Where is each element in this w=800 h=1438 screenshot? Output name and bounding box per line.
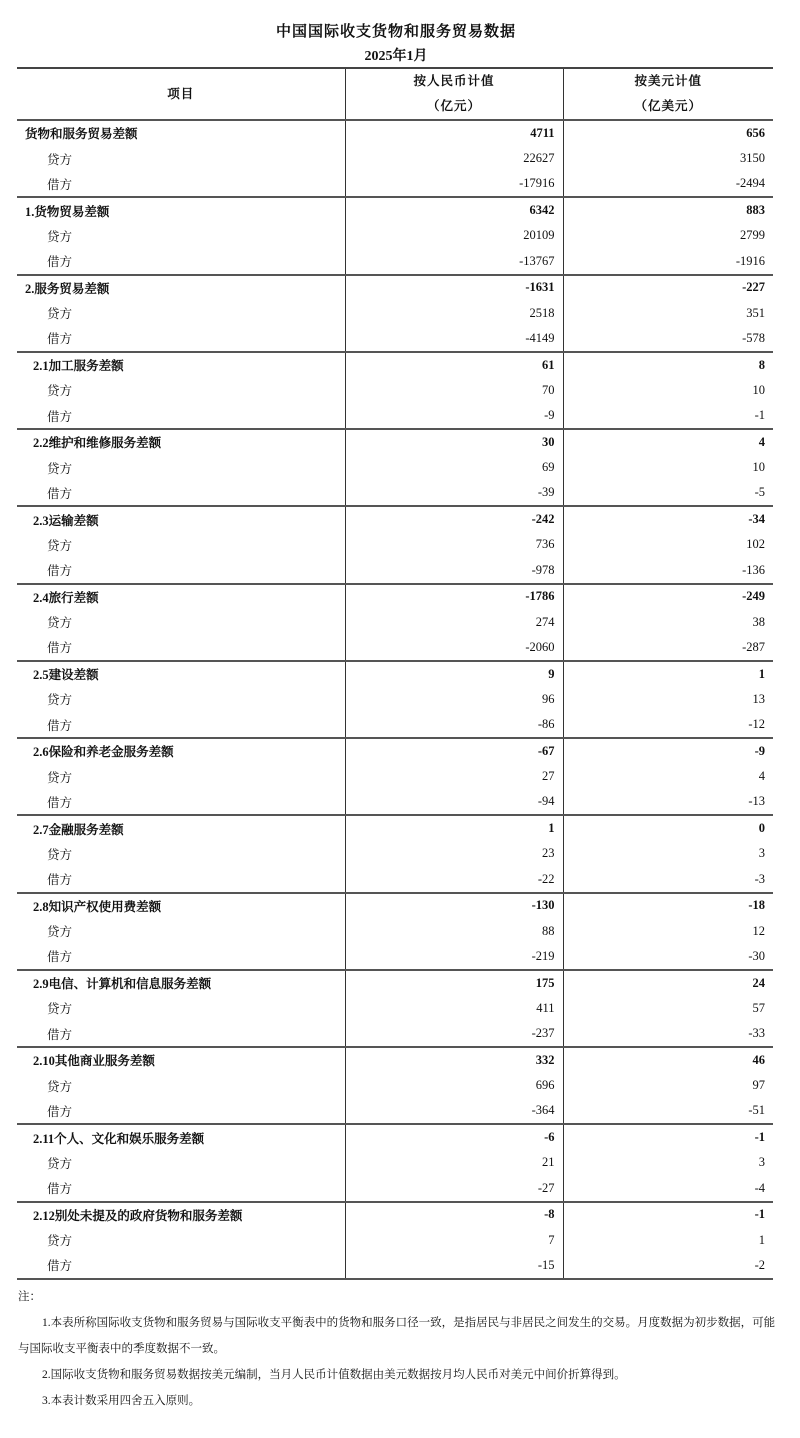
usd-value: -227 (563, 275, 773, 301)
usd-value: -18 (563, 893, 773, 919)
header-rmb-unit: （亿元） (426, 99, 481, 113)
usd-value: 13 (563, 687, 773, 713)
rmb-value: 736 (345, 532, 563, 558)
table-row-subtotal (17, 352, 773, 378)
debit-label: 借方 (17, 1021, 345, 1047)
table-row-debit (17, 249, 773, 275)
rmb-value: -6 (345, 1124, 563, 1150)
rmb-value: -67 (345, 738, 563, 764)
usd-value: 12 (563, 918, 773, 944)
rmb-value: 96 (345, 687, 563, 713)
credit-label: 贷方 (47, 307, 73, 322)
usd-value: 8 (563, 352, 773, 378)
credit-label: 贷方 (47, 229, 73, 244)
usd-value: -34 (563, 506, 773, 532)
table-row-credit (17, 1073, 773, 1099)
rmb-value: -4149 (345, 326, 563, 352)
usd-value: 10 (563, 378, 773, 404)
header-usd-unit: （亿美元） (634, 99, 702, 113)
rmb-value: 7 (345, 1227, 563, 1253)
rmb-value: -22 (345, 867, 563, 893)
row-label: 2.2维护和维修服务差额 (33, 436, 162, 451)
usd-value: 10 (563, 455, 773, 481)
row-label: 2.7金融服务差额 (33, 822, 124, 837)
header-item: 项目 (17, 68, 345, 120)
table-header-row (17, 68, 773, 120)
table-row-credit (17, 1150, 773, 1176)
usd-value: 46 (563, 1047, 773, 1073)
rmb-value: 274 (345, 609, 563, 635)
table-row-subtotal (17, 506, 773, 532)
table-row-debit (17, 867, 773, 893)
notes-section (18, 1284, 780, 1414)
rmb-value: 332 (345, 1047, 563, 1073)
table-row-subtotal (17, 1047, 773, 1073)
rmb-value: -9 (345, 403, 563, 429)
table-row-debit (17, 403, 773, 429)
table-row-subtotal (17, 1202, 773, 1228)
note-3: 3.本表计数采用四舍五入原则。 (42, 1395, 201, 1407)
table-title: 中国国际收支货物和服务贸易数据 (275, 24, 516, 40)
debit-label: 借方 (17, 712, 345, 738)
usd-value: -51 (563, 1099, 773, 1125)
row-label: 2.5建设差额 (33, 668, 99, 683)
usd-value: 3 (563, 1150, 773, 1176)
debit-label: 借方 (17, 403, 345, 429)
usd-value: 57 (563, 996, 773, 1022)
rmb-value: 9 (345, 661, 563, 687)
table-row-credit (17, 609, 773, 635)
credit-label: 贷方 (47, 770, 73, 785)
rmb-value: -15 (345, 1253, 563, 1279)
row-label: 2.10其他商业服务差额 (33, 1054, 155, 1069)
row-label: 2.1加工服务差额 (33, 359, 124, 374)
notes-heading: 注： (18, 1291, 41, 1303)
rmb-value: -27 (345, 1176, 563, 1202)
debit-label: 借方 (17, 1099, 345, 1125)
table-row-debit (17, 1021, 773, 1047)
rmb-value: 4711 (345, 120, 563, 146)
credit-label: 贷方 (47, 152, 73, 167)
row-label: 2.3运输差额 (33, 513, 99, 528)
rmb-value: -130 (345, 893, 563, 919)
rmb-value: -1631 (345, 275, 563, 301)
table-row-credit (17, 687, 773, 713)
row-label: 2.4旅行差额 (33, 590, 99, 605)
table-row-credit (17, 1227, 773, 1253)
usd-value: 2799 (563, 223, 773, 249)
debit-label: 借方 (17, 944, 345, 970)
table-row-credit (17, 996, 773, 1022)
table-period: 2025年1月 (364, 49, 428, 64)
usd-value: -9 (563, 738, 773, 764)
rmb-value: 27 (345, 764, 563, 790)
rmb-value: -978 (345, 558, 563, 584)
table-row-subtotal (17, 815, 773, 841)
usd-value: 3150 (563, 146, 773, 172)
usd-value: -1916 (563, 249, 773, 275)
debit-label: 借方 (17, 481, 345, 507)
rmb-value: -2060 (345, 635, 563, 661)
header-rmb (345, 68, 563, 120)
usd-value: -287 (563, 635, 773, 661)
table-row-debit (17, 1253, 773, 1279)
usd-value: 97 (563, 1073, 773, 1099)
debit-label: 借方 (17, 635, 345, 661)
table-row-debit (17, 1176, 773, 1202)
rmb-value: 411 (345, 996, 563, 1022)
rmb-value: -17916 (345, 172, 563, 198)
usd-value: -1 (563, 1202, 773, 1228)
debit-label: 借方 (17, 249, 345, 275)
usd-value: 4 (563, 764, 773, 790)
usd-value: 38 (563, 609, 773, 635)
rmb-value: 22627 (345, 146, 563, 172)
table-row-debit (17, 790, 773, 816)
credit-label: 贷方 (47, 1156, 73, 1171)
rmb-value: -219 (345, 944, 563, 970)
credit-label: 贷方 (47, 538, 73, 553)
table-row-subtotal (17, 120, 773, 146)
rmb-value: -13767 (345, 249, 563, 275)
debit-label: 借方 (17, 1176, 345, 1202)
table-row-subtotal (17, 429, 773, 455)
table-row-subtotal (17, 661, 773, 687)
table-row-subtotal (17, 738, 773, 764)
row-label: 2.8知识产权使用费差额 (33, 899, 162, 914)
debit-label: 借方 (17, 790, 345, 816)
usd-value: 4 (563, 429, 773, 455)
table-row-subtotal (17, 584, 773, 610)
trade-data-table (17, 67, 773, 1280)
credit-label: 贷方 (47, 1002, 73, 1017)
rmb-value: -1786 (345, 584, 563, 610)
rmb-value: 88 (345, 918, 563, 944)
table-row-subtotal (17, 893, 773, 919)
usd-value: -30 (563, 944, 773, 970)
row-label: 2.12别处未提及的政府货物和服务差额 (33, 1208, 243, 1223)
usd-value: -578 (563, 326, 773, 352)
table-row-debit (17, 172, 773, 198)
table-row-credit (17, 532, 773, 558)
usd-value: 1 (563, 1227, 773, 1253)
rmb-value: -39 (345, 481, 563, 507)
credit-label: 贷方 (47, 847, 73, 862)
usd-value: -1 (563, 1124, 773, 1150)
usd-value: -4 (563, 1176, 773, 1202)
header-rmb-label: 按人民币计值 (413, 74, 495, 88)
rmb-value: -94 (345, 790, 563, 816)
table-row-subtotal (17, 970, 773, 996)
row-label: 2.服务贸易差额 (25, 281, 110, 296)
debit-label: 借方 (17, 1253, 345, 1279)
table-row-subtotal (17, 275, 773, 301)
usd-value: -136 (563, 558, 773, 584)
rmb-value: -86 (345, 712, 563, 738)
note-1: 1.本表所称国际收支货物和服务贸易与国际收支平衡表中的货物和服务口径一致，是指居民与非居民之间发生的交易。月度数据为初步数据，可能与国际收支平衡表中的季度数据不一致。 (18, 1317, 776, 1355)
debit-label: 借方 (17, 558, 345, 584)
credit-label: 贷方 (47, 693, 73, 708)
rmb-value: 2518 (345, 300, 563, 326)
table-row-debit (17, 326, 773, 352)
table-body (17, 120, 773, 1279)
rmb-value: 30 (345, 429, 563, 455)
usd-value: 24 (563, 970, 773, 996)
rmb-value: 61 (345, 352, 563, 378)
note-2: 2.国际收支货物和服务贸易数据按美元编制，当月人民币计值数据由美元数据按月均人民币对美元中间价折算得到。 (42, 1369, 626, 1381)
credit-label: 贷方 (47, 1234, 73, 1249)
rmb-value: 21 (345, 1150, 563, 1176)
usd-value: -1 (563, 403, 773, 429)
table-row-credit (17, 455, 773, 481)
table-row-credit (17, 146, 773, 172)
row-label: 2.11个人、文化和娱乐服务差额 (33, 1131, 205, 1146)
usd-value: -33 (563, 1021, 773, 1047)
table-row-debit (17, 944, 773, 970)
debit-label: 借方 (17, 326, 345, 352)
table-row-credit (17, 300, 773, 326)
credit-label: 贷方 (47, 384, 73, 399)
usd-value: 351 (563, 300, 773, 326)
table-row-debit (17, 712, 773, 738)
row-label: 2.6保险和养老金服务差额 (33, 745, 174, 760)
usd-value: -249 (563, 584, 773, 610)
usd-value: 3 (563, 841, 773, 867)
credit-label: 贷方 (47, 925, 73, 940)
rmb-value: -8 (345, 1202, 563, 1228)
usd-value: 883 (563, 197, 773, 223)
debit-label: 借方 (17, 172, 345, 198)
rmb-value: -364 (345, 1099, 563, 1125)
table-row-credit (17, 378, 773, 404)
rmb-value: 696 (345, 1073, 563, 1099)
table-row-credit (17, 841, 773, 867)
debit-label: 借方 (17, 867, 345, 893)
rmb-value: 175 (345, 970, 563, 996)
rmb-value: 69 (345, 455, 563, 481)
table-row-debit (17, 1099, 773, 1125)
usd-value: 656 (563, 120, 773, 146)
rmb-value: -242 (345, 506, 563, 532)
usd-value: -13 (563, 790, 773, 816)
rmb-value: 70 (345, 378, 563, 404)
credit-label: 贷方 (47, 616, 73, 631)
table-row-credit (17, 918, 773, 944)
usd-value: 102 (563, 532, 773, 558)
usd-value: 0 (563, 815, 773, 841)
row-label: 1.货物贸易差额 (25, 204, 110, 219)
usd-value: -12 (563, 712, 773, 738)
rmb-value: -237 (345, 1021, 563, 1047)
usd-value: -2494 (563, 172, 773, 198)
row-label: 货物和服务贸易差额 (25, 127, 138, 142)
credit-label: 贷方 (47, 461, 73, 476)
usd-value: -3 (563, 867, 773, 893)
credit-label: 贷方 (47, 1079, 73, 1094)
rmb-value: 1 (345, 815, 563, 841)
table-row-debit (17, 558, 773, 584)
header-usd (563, 68, 773, 120)
usd-value: 1 (563, 661, 773, 687)
row-label: 2.9电信、计算机和信息服务差额 (33, 977, 212, 992)
rmb-value: 6342 (345, 197, 563, 223)
usd-value: -5 (563, 481, 773, 507)
table-row-credit (17, 764, 773, 790)
table-row-debit (17, 481, 773, 507)
table-row-subtotal (17, 1124, 773, 1150)
table-row-credit (17, 223, 773, 249)
usd-value: -2 (563, 1253, 773, 1279)
table-row-debit (17, 635, 773, 661)
rmb-value: 20109 (345, 223, 563, 249)
rmb-value: 23 (345, 841, 563, 867)
header-usd-label: 按美元计值 (634, 74, 702, 88)
table-row-subtotal (17, 197, 773, 223)
